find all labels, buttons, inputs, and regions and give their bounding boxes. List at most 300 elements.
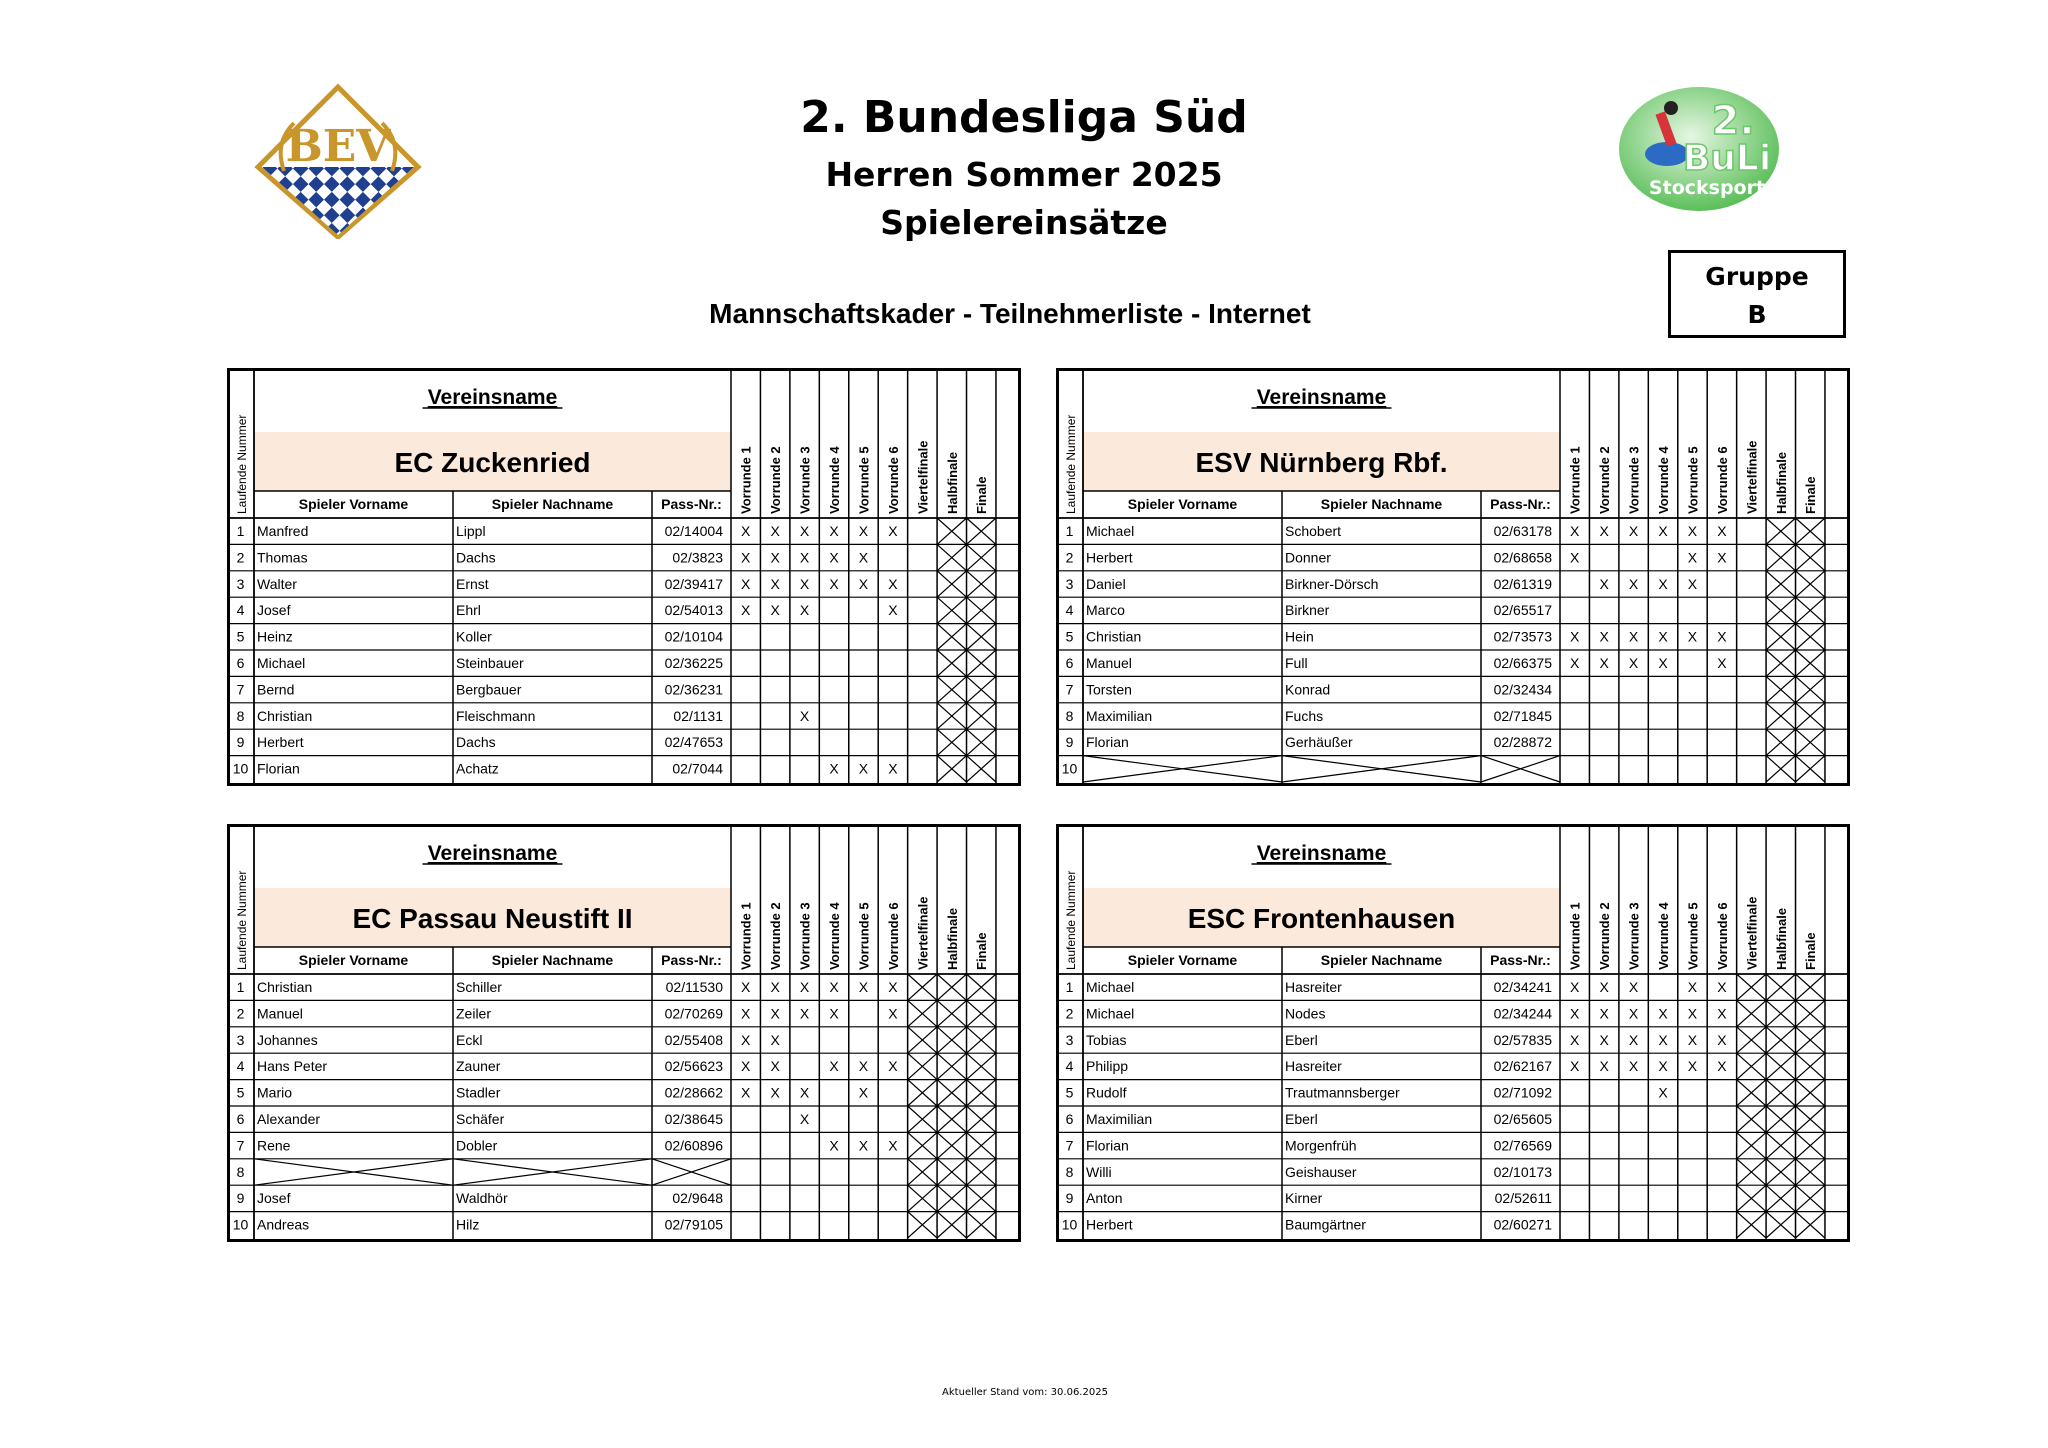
buli-logo-word: BuLi (1682, 138, 1772, 179)
player-nachname: Gerhäußer (1285, 734, 1353, 751)
row-number: 1 (236, 523, 245, 539)
player-vorname: Manuel (1086, 655, 1132, 671)
player-pass: 02/10104 (664, 628, 723, 645)
player-nachname: Geishauser (1285, 1163, 1357, 1180)
player-nachname: Ehrl (456, 602, 481, 619)
player-pass: 02/70269 (664, 1005, 723, 1022)
player-nachname: Steinbauer (456, 655, 524, 671)
row-number: 8 (236, 707, 245, 724)
played-mark: X (1570, 979, 1580, 995)
player-vorname: Mario (257, 1084, 293, 1101)
player-pass: 02/38645 (664, 1111, 723, 1127)
played-mark: X (741, 602, 751, 619)
row-number: 3 (236, 575, 245, 592)
player-vorname: Thomas (257, 549, 308, 566)
played-mark: X (829, 979, 839, 995)
row-number: 8 (236, 1163, 245, 1180)
header-round-4: Vorrunde 4 (827, 902, 843, 970)
played-mark: X (1570, 1005, 1580, 1022)
player-nachname: Schäfer (456, 1111, 505, 1127)
player-vorname: Herbert (1086, 1216, 1133, 1233)
team-name: EC Zuckenried (394, 447, 591, 478)
played-mark: X (858, 1058, 869, 1075)
player-pass: 02/55408 (664, 1031, 723, 1048)
player-nachname: Lippl (456, 523, 486, 539)
played-mark: X (799, 1084, 810, 1101)
header-round-8: Halbfinale (1773, 907, 1789, 970)
vereinsname-label: Vereinsname (1256, 386, 1387, 409)
team-table-svg (227, 824, 1021, 1242)
played-mark: X (799, 707, 810, 724)
row-number: 7 (236, 681, 245, 698)
player-vorname: Bernd (257, 681, 295, 698)
played-mark: X (858, 979, 869, 995)
played-mark: X (1658, 575, 1668, 592)
player-nachname: Morgenfrüh (1285, 1137, 1357, 1154)
header-round-8: Halbfinale (1773, 451, 1789, 514)
player-vorname: Torsten (1086, 681, 1132, 698)
player-vorname: Manuel (257, 1005, 303, 1022)
player-pass: 02/61319 (1493, 575, 1552, 592)
player-pass: 02/65605 (1493, 1111, 1552, 1127)
player-nachname: Full (1285, 655, 1308, 671)
header-pass: Pass-Nr.: (661, 496, 722, 512)
player-pass: 02/56623 (664, 1058, 723, 1075)
player-pass: 02/66375 (1493, 655, 1552, 671)
player-pass: 02/73573 (1493, 628, 1552, 645)
played-mark: X (1570, 523, 1580, 539)
header-round-8: Halbfinale (944, 451, 960, 514)
row-number: 5 (236, 1084, 245, 1101)
player-nachname: Hilz (456, 1216, 480, 1233)
team-table-esv-nuernberg (1056, 368, 1850, 786)
header-round-6: Vorrunde 6 (885, 446, 901, 514)
player-pass: 02/34241 (1493, 979, 1552, 995)
player-vorname: Heinz (257, 628, 293, 645)
player-vorname: Christian (257, 979, 313, 995)
player-pass: 02/54013 (664, 602, 723, 619)
player-pass: 02/79105 (664, 1216, 723, 1233)
row-number: 3 (1065, 1031, 1074, 1048)
player-pass: 02/28662 (664, 1084, 723, 1101)
row-number: 3 (236, 1031, 245, 1048)
played-mark: X (1687, 1058, 1698, 1075)
played-mark: X (1628, 628, 1639, 645)
header-round-6: Vorrunde 6 (1714, 902, 1730, 970)
header-round-5: Vorrunde 5 (856, 446, 872, 514)
header-pass: Pass-Nr.: (1490, 496, 1551, 512)
played-mark: X (1717, 523, 1727, 539)
played-mark: X (1628, 655, 1639, 671)
player-vorname: Michael (257, 655, 306, 671)
played-mark: X (829, 549, 839, 566)
header-round-3: Vorrunde 3 (797, 902, 813, 970)
player-vorname: Florian (1086, 734, 1129, 751)
row-number: 9 (1065, 1190, 1074, 1207)
played-mark: X (1658, 523, 1668, 539)
played-mark: X (799, 549, 810, 566)
gruppe-value: B (1747, 300, 1767, 329)
played-mark: X (1599, 575, 1609, 592)
player-pass: 02/71845 (1493, 707, 1552, 724)
player-vorname: Tobias (1086, 1031, 1127, 1048)
gruppe-box (1668, 250, 1846, 338)
player-pass: 02/57835 (1493, 1031, 1552, 1048)
header-round-2: Vorrunde 2 (1597, 902, 1613, 970)
player-pass: 02/39417 (664, 575, 723, 592)
row-number: 9 (236, 1190, 245, 1207)
header-round-6: Vorrunde 6 (885, 902, 901, 970)
header-round-3: Vorrunde 3 (1626, 902, 1642, 970)
played-mark: X (1717, 979, 1727, 995)
played-mark: X (1570, 1058, 1580, 1075)
played-mark: X (829, 1058, 839, 1075)
played-mark: X (888, 1137, 898, 1154)
player-vorname: Christian (257, 707, 313, 724)
row-number: 10 (1061, 1216, 1078, 1233)
player-vorname: Josef (257, 1190, 291, 1207)
played-mark: X (741, 549, 751, 566)
header-round-4: Vorrunde 4 (827, 446, 843, 514)
player-nachname: Schobert (1285, 523, 1342, 539)
header-vorname: Spieler Vorname (1127, 496, 1238, 512)
header-round-9: Finale (974, 476, 990, 514)
played-mark: X (1599, 979, 1609, 995)
played-mark: X (829, 760, 839, 777)
row-number: 4 (236, 602, 245, 619)
player-pass: 02/9648 (672, 1190, 723, 1207)
played-mark: X (741, 979, 751, 995)
played-mark: X (1717, 655, 1727, 671)
player-pass: 02/14004 (664, 523, 723, 539)
player-nachname: Zauner (456, 1058, 501, 1075)
player-pass: 02/3823 (672, 549, 723, 566)
header-round-4: Vorrunde 4 (1656, 446, 1672, 514)
played-mark: X (1717, 1005, 1727, 1022)
row-number: 2 (1065, 1005, 1074, 1022)
player-vorname: Rudolf (1086, 1084, 1127, 1101)
player-pass: 02/10173 (1493, 1163, 1552, 1180)
row-number: 5 (1065, 628, 1074, 645)
team-name: ESV Nürnberg Rbf. (1195, 447, 1448, 478)
player-nachname: Kirner (1285, 1190, 1323, 1207)
player-vorname: Maximilian (1086, 707, 1153, 724)
played-mark: X (1687, 523, 1698, 539)
row-number: 7 (1065, 681, 1074, 698)
player-vorname: Manfred (257, 523, 309, 539)
row-number: 4 (236, 1058, 245, 1075)
player-nachname: Schiller (456, 979, 502, 995)
player-nachname: Koller (456, 628, 492, 645)
player-pass: 02/68658 (1493, 549, 1552, 566)
played-mark: X (741, 1005, 751, 1022)
list-title-text: Mannschaftskader - Teilnehmerliste - Internet (709, 298, 1311, 329)
player-vorname: Alexander (257, 1111, 321, 1127)
player-pass: 02/76569 (1493, 1137, 1552, 1154)
played-mark: X (1628, 979, 1639, 995)
played-mark: X (858, 1084, 869, 1101)
player-pass: 02/36225 (664, 655, 723, 671)
played-mark: X (1599, 1005, 1609, 1022)
played-mark: X (1628, 1031, 1639, 1048)
player-vorname: Johannes (257, 1031, 318, 1048)
player-vorname: Anton (1086, 1190, 1123, 1207)
player-vorname: Michael (1086, 523, 1135, 539)
header-round-7: Viertelfinale (915, 440, 931, 514)
player-nachname: Baumgärtner (1285, 1216, 1366, 1233)
played-mark: X (829, 523, 839, 539)
player-nachname: Birkner (1285, 602, 1330, 619)
played-mark: X (1687, 979, 1698, 995)
header-pass: Pass-Nr.: (1490, 952, 1551, 968)
player-vorname: Marco (1086, 602, 1125, 619)
played-mark: X (1599, 1031, 1609, 1048)
row-number: 10 (232, 760, 249, 777)
player-pass: 02/60271 (1493, 1216, 1552, 1233)
player-nachname: Fuchs (1285, 707, 1324, 724)
header-round-1: Vorrunde 1 (738, 902, 754, 970)
played-mark: X (888, 1005, 898, 1022)
played-mark: X (888, 602, 898, 619)
player-pass: 02/62167 (1493, 1058, 1552, 1075)
played-mark: X (1628, 575, 1639, 592)
played-mark: X (829, 1137, 839, 1154)
played-mark: X (1687, 1031, 1698, 1048)
player-vorname: Hans Peter (257, 1058, 328, 1075)
player-nachname: Nodes (1285, 1005, 1326, 1022)
header-round-7: Viertelfinale (915, 896, 931, 970)
player-nachname: Bergbauer (456, 681, 522, 698)
header-round-9: Finale (1803, 476, 1819, 514)
row-number: 5 (1065, 1084, 1074, 1101)
header-round-8: Halbfinale (944, 907, 960, 970)
player-nachname: Hein (1285, 628, 1314, 645)
team-table-ec-zuckenried (227, 368, 1021, 786)
row-number: 10 (1061, 760, 1078, 777)
played-mark: X (741, 1058, 751, 1075)
played-mark: X (770, 1058, 780, 1075)
player-pass: 02/7044 (672, 760, 723, 777)
played-mark: X (770, 602, 780, 619)
played-mark: X (1570, 628, 1580, 645)
played-mark: X (1599, 655, 1609, 671)
page-subtitle: Spielereinsätze (880, 203, 1168, 242)
played-mark: X (770, 1005, 780, 1022)
header-nachname: Spieler Nachname (491, 952, 614, 968)
season-title: Herren Sommer 2025 (825, 155, 1223, 194)
player-vorname: Florian (1086, 1137, 1129, 1154)
row-number: 1 (236, 979, 245, 995)
laufende-nummer-label: Laufende Nummer (1064, 414, 1078, 514)
played-mark: X (1687, 628, 1698, 645)
played-mark: X (858, 760, 869, 777)
player-pass: 02/63178 (1493, 523, 1552, 539)
played-mark: X (1687, 1005, 1698, 1022)
vereinsname-label: Vereinsname (427, 386, 558, 409)
played-mark: X (1658, 1058, 1668, 1075)
row-number: 2 (236, 549, 245, 566)
header-round-6: Vorrunde 6 (1714, 446, 1730, 514)
header-vorname: Spieler Vorname (298, 952, 409, 968)
played-mark: X (1658, 1031, 1668, 1048)
player-pass: 02/32434 (1493, 681, 1552, 698)
player-vorname: Michael (1086, 1005, 1135, 1022)
player-nachname: Eckl (456, 1031, 483, 1048)
header-round-7: Viertelfinale (1744, 896, 1760, 970)
played-mark: X (741, 1084, 751, 1101)
header-round-4: Vorrunde 4 (1656, 902, 1672, 970)
header-round-2: Vorrunde 2 (768, 446, 784, 514)
row-number: 6 (236, 1111, 245, 1127)
header-round-7: Viertelfinale (1744, 440, 1760, 514)
header-round-2: Vorrunde 2 (768, 902, 784, 970)
played-mark: X (770, 575, 780, 592)
player-nachname: Donner (1285, 549, 1331, 566)
vereinsname-label: Vereinsname (427, 842, 558, 865)
played-mark: X (799, 1111, 810, 1127)
played-mark: X (770, 523, 780, 539)
played-mark: X (888, 1058, 898, 1075)
row-number: 8 (1065, 1163, 1074, 1180)
row-number: 5 (236, 628, 245, 645)
row-number: 2 (1065, 549, 1074, 566)
played-mark: X (888, 979, 898, 995)
played-mark: X (770, 1084, 780, 1101)
header-round-1: Vorrunde 1 (738, 446, 754, 514)
player-vorname: Walter (257, 575, 297, 592)
played-mark: X (1687, 575, 1698, 592)
player-nachname: Ernst (456, 575, 489, 592)
player-pass: 02/34244 (1493, 1005, 1552, 1022)
played-mark: X (799, 1005, 810, 1022)
player-nachname: Zeiler (456, 1005, 492, 1022)
played-mark: X (888, 523, 898, 539)
played-mark: X (1717, 628, 1727, 645)
row-number: 9 (1065, 734, 1074, 751)
played-mark: X (829, 1005, 839, 1022)
player-nachname: Fleischmann (456, 707, 536, 724)
team-table-esc-frontenhausen (1056, 824, 1850, 1242)
player-nachname: Dachs (456, 734, 496, 751)
player-vorname: Daniel (1086, 575, 1126, 592)
header-round-5: Vorrunde 5 (856, 902, 872, 970)
row-number: 6 (1065, 1111, 1074, 1127)
player-vorname: Josef (257, 602, 291, 619)
player-nachname: Konrad (1285, 681, 1331, 698)
played-mark: X (829, 575, 839, 592)
buli-logo-sport: Stocksport (1648, 177, 1766, 199)
played-mark: X (741, 1031, 751, 1048)
played-mark: X (1628, 1058, 1639, 1075)
played-mark: X (1658, 1005, 1668, 1022)
row-number: 2 (236, 1005, 245, 1022)
header-round-5: Vorrunde 5 (1685, 446, 1701, 514)
row-number: 6 (1065, 655, 1074, 671)
player-nachname: Hasreiter (1285, 979, 1342, 995)
footer-text: Aktueller Stand vom: 30.06.2025 (942, 1387, 1108, 1398)
row-number: 7 (236, 1137, 245, 1154)
played-mark: X (741, 575, 751, 592)
played-mark: X (1717, 1031, 1727, 1048)
player-vorname: Herbert (257, 734, 304, 751)
team-table-svg (1056, 824, 1850, 1242)
played-mark: X (1687, 549, 1698, 566)
header-round-2: Vorrunde 2 (1597, 446, 1613, 514)
played-mark: X (1570, 655, 1580, 671)
player-nachname: Waldhör (456, 1190, 508, 1207)
row-number: 7 (1065, 1137, 1074, 1154)
played-mark: X (858, 575, 869, 592)
header-nachname: Spieler Nachname (1320, 496, 1443, 512)
played-mark: X (1717, 1058, 1727, 1075)
played-mark: X (770, 549, 780, 566)
header-nachname: Spieler Nachname (1320, 952, 1443, 968)
row-number: 8 (1065, 707, 1074, 724)
row-number: 9 (236, 734, 245, 751)
played-mark: X (799, 575, 810, 592)
row-number: 1 (1065, 523, 1074, 539)
laufende-nummer-label: Laufende Nummer (1064, 870, 1078, 970)
played-mark: X (799, 979, 810, 995)
team-table-svg (227, 368, 1021, 786)
header-vorname: Spieler Vorname (298, 496, 409, 512)
played-mark: X (799, 523, 810, 539)
player-vorname: Maximilian (1086, 1111, 1153, 1127)
player-vorname: Christian (1086, 628, 1142, 645)
laufende-nummer-label: Laufende Nummer (235, 870, 249, 970)
player-pass: 02/65517 (1493, 602, 1552, 619)
player-pass: 02/60896 (664, 1137, 723, 1154)
played-mark: X (1658, 628, 1668, 645)
row-number: 1 (1065, 979, 1074, 995)
player-vorname: Florian (257, 760, 300, 777)
player-pass: 02/1131 (673, 707, 723, 724)
header-round-1: Vorrunde 1 (1567, 902, 1583, 970)
gruppe-label: Gruppe (1705, 262, 1809, 291)
played-mark: X (858, 1137, 869, 1154)
played-mark: X (770, 1031, 780, 1048)
player-pass: 02/71092 (1493, 1084, 1552, 1101)
team-table-ec-passau-neustift (227, 824, 1021, 1242)
played-mark: X (1599, 523, 1609, 539)
played-mark: X (770, 979, 780, 995)
played-mark: X (888, 575, 898, 592)
played-mark: X (1628, 1005, 1639, 1022)
player-nachname: Eberl (1285, 1031, 1318, 1048)
team-table-svg (1056, 368, 1850, 786)
vereinsname-label: Vereinsname (1256, 842, 1387, 865)
played-mark: X (858, 549, 869, 566)
played-mark: X (1658, 1084, 1668, 1101)
footer-status (0, 1387, 2048, 1398)
played-mark: X (799, 602, 810, 619)
player-nachname: Eberl (1285, 1111, 1318, 1127)
bev-logo-text: BEV (285, 121, 391, 172)
played-mark: X (888, 760, 898, 777)
row-number: 3 (1065, 575, 1074, 592)
laufende-nummer-label: Laufende Nummer (235, 414, 249, 514)
row-number: 4 (1065, 602, 1074, 619)
played-mark: X (858, 523, 869, 539)
player-nachname: Stadler (456, 1084, 501, 1101)
header-round-3: Vorrunde 3 (797, 446, 813, 514)
player-pass: 02/52611 (1494, 1190, 1552, 1207)
page-title: 2. Bundesliga Süd (800, 92, 1248, 143)
header-pass: Pass-Nr.: (661, 952, 722, 968)
player-vorname: Michael (1086, 979, 1135, 995)
player-pass: 02/28872 (1493, 734, 1552, 751)
row-number: 6 (236, 655, 245, 671)
